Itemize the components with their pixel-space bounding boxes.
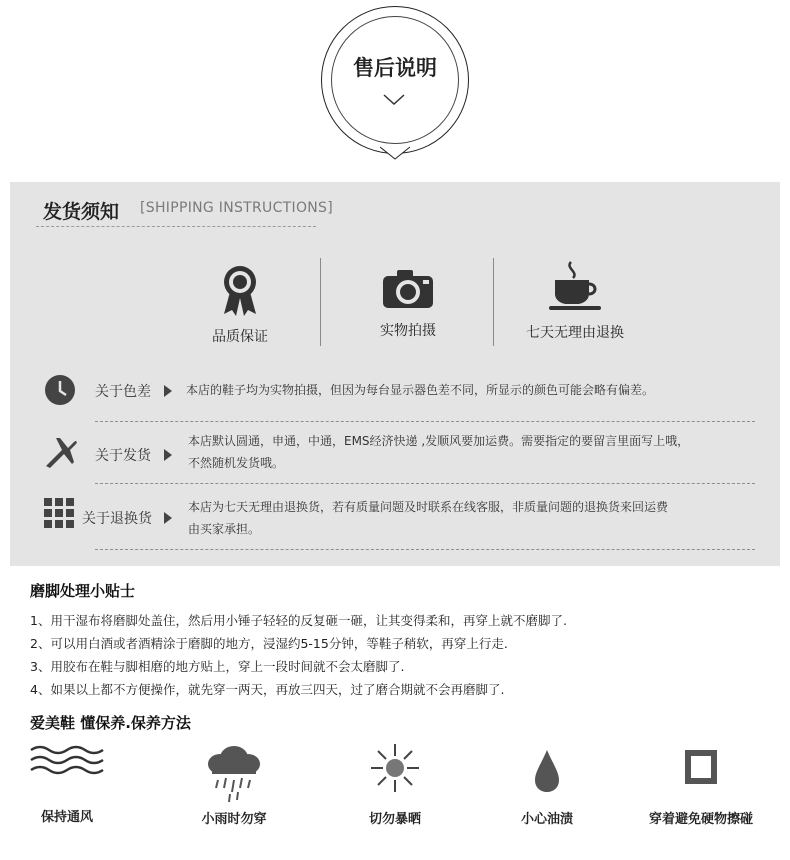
divider <box>320 258 321 346</box>
divider <box>493 258 494 346</box>
info-row-title: 关于色差 <box>95 384 151 400</box>
info-row-shipping <box>0 428 790 478</box>
feature-label: 实物拍摄 <box>380 323 436 339</box>
tip-item: 4、如果以上都不方便操作，就先穿一两天，再放三四天，过了磨合期就不会再磨脚了. <box>30 682 505 697</box>
grid-icon <box>44 498 74 528</box>
feature-label: 品质保证 <box>212 329 268 345</box>
airplane-icon <box>42 434 78 470</box>
tips-title: 磨脚处理小贴士 <box>30 582 136 600</box>
tip-item: 1、用干湿布将磨脚处盖住，然后用小锤子轻轻的反复砸一砸，让其变得柔和，再穿上就不磨脚了. <box>30 613 567 628</box>
info-row-title: 关于发货 <box>95 448 151 464</box>
care-item-sun <box>325 742 465 827</box>
info-row-text <box>188 430 689 474</box>
row-divider <box>95 421 755 422</box>
clock-icon <box>44 374 76 406</box>
page-title: 售后说明 <box>353 55 437 80</box>
feature-return <box>515 260 635 342</box>
rain-cloud-icon <box>204 742 264 804</box>
square-frame-icon <box>681 742 721 790</box>
tip-item: 3、用胶布在鞋与脚相磨的地方贴上，穿上一段时间就不会太磨脚了. <box>30 659 405 674</box>
care-item-oil <box>477 742 617 827</box>
care-item-rain <box>164 742 304 827</box>
title-divider <box>36 226 316 227</box>
oil-drop-icon <box>527 742 567 794</box>
care-label: 保持通风 <box>40 810 93 825</box>
coffee-cup-icon <box>545 260 605 312</box>
info-row-text <box>188 496 668 540</box>
bubble-pointer <box>380 146 410 160</box>
care-label: 切勿暴晒 <box>368 812 421 827</box>
chevron-down-icon <box>383 94 405 106</box>
feature-quality <box>190 264 290 346</box>
info-row-returns <box>0 494 790 544</box>
info-row-text: 本店的鞋子均为实物拍摄，但因为每台显示器色差不同，所显示的颜色可能会略有偏差。 <box>186 383 655 397</box>
care-label: 穿着避免硬物擦碰 <box>648 812 753 827</box>
info-row-line: 不然随机发货哦。 <box>188 456 285 470</box>
info-row-line: 本店为七天无理由退换货，若有质量问题及时联系在线客服，非质量问题的退换货来回运费 <box>188 500 669 514</box>
care-item-hard-objects <box>628 742 774 827</box>
award-ribbon-icon <box>218 264 262 316</box>
feature-label: 七天无理由退换 <box>526 325 624 341</box>
row-divider <box>95 483 755 484</box>
wind-waves-icon <box>29 742 105 782</box>
feature-real-photo <box>358 268 458 340</box>
caret-right-icon <box>164 385 172 397</box>
care-title: 爱美鞋 懂保养.保养方法 <box>30 714 191 732</box>
caret-right-icon <box>164 449 172 461</box>
row-divider <box>95 549 755 550</box>
info-row-line: 本店默认圆通，申通，中通，EMS经济快递 ,发顺风要加运费。需要指定的要留言里面写上哦， <box>188 434 690 448</box>
info-row-line: 由买家承担。 <box>188 522 261 536</box>
care-label: 小雨时勿穿 <box>201 812 267 827</box>
info-row-title: 关于退换货 <box>82 511 152 527</box>
sun-icon <box>369 742 421 794</box>
shipping-title: 发货须知 <box>43 201 120 223</box>
shipping-subtitle: [SHIPPING INSTRUCTIONS] <box>140 200 334 216</box>
care-item-ventilate <box>0 742 137 825</box>
camera-icon <box>381 268 435 310</box>
caret-right-icon <box>164 512 172 524</box>
info-row-color <box>0 372 790 412</box>
care-label: 小心油渍 <box>520 812 573 827</box>
tip-item: 2、可以用白酒或者酒精涂于磨脚的地方，浸湿约5-15分钟，等鞋子稍软，再穿上行走. <box>30 636 508 651</box>
